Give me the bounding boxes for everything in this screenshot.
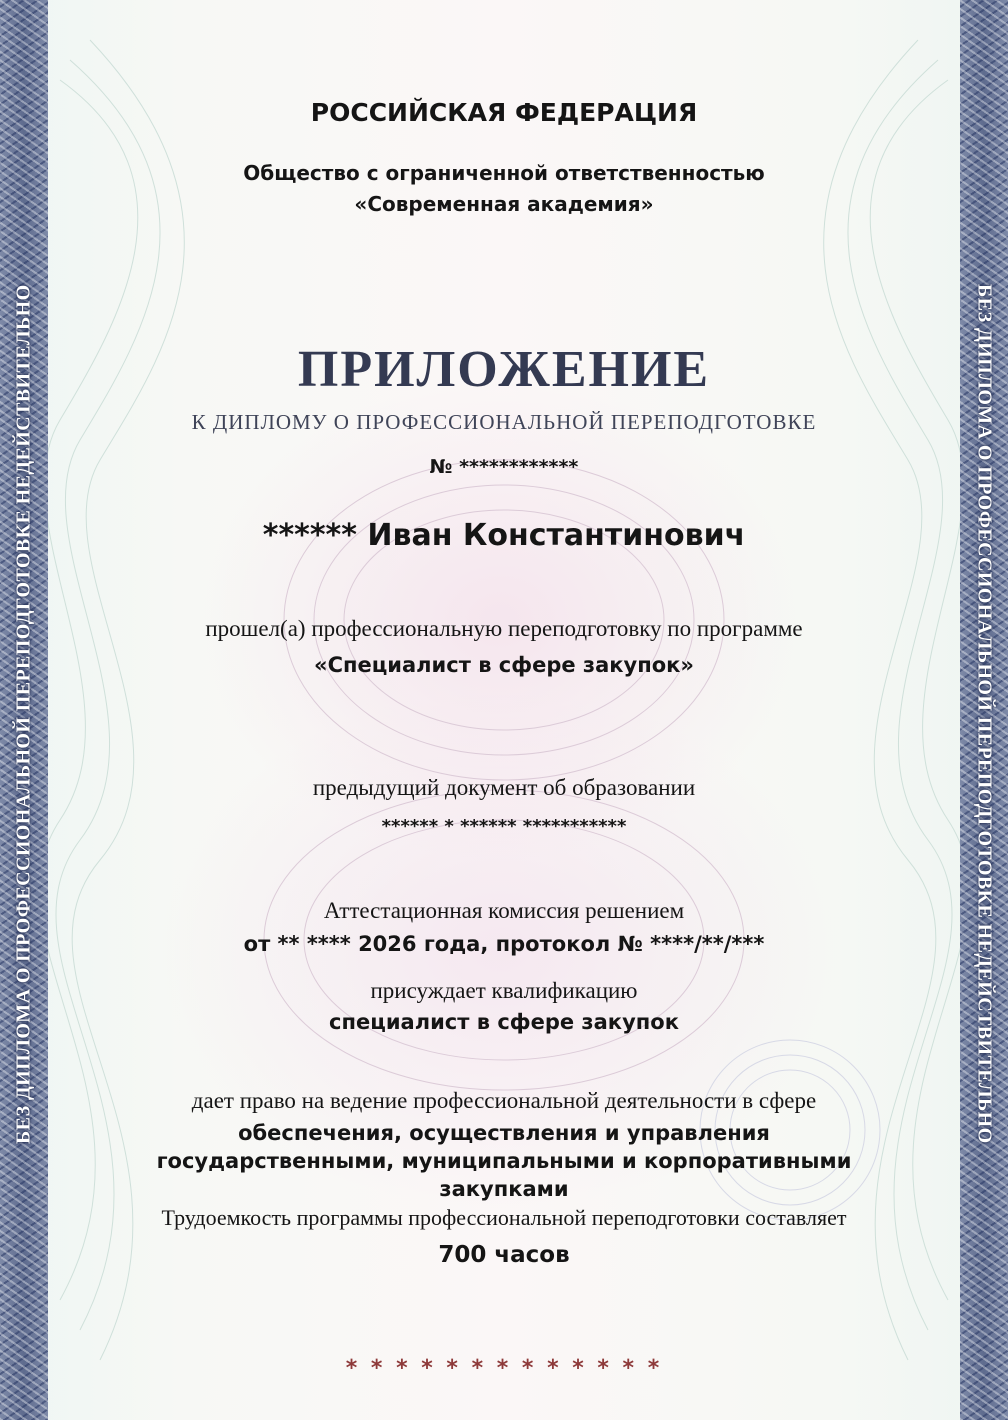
organization-name: «Современная академия»	[354, 192, 654, 216]
serial-number: * * * * * * * * * * * * *	[345, 1356, 663, 1381]
labor-intensity-label: Трудоемкость программы профессиональной переподготовки составляет	[161, 1205, 847, 1230]
previous-document-label: предыдущий документ об образовании	[312, 775, 696, 800]
qualification-value: специалист в сфере закупок	[329, 1010, 679, 1034]
field-line-2: государственными, муниципальными и корпоративными	[156, 1149, 852, 1173]
labor-intensity-hours: 700 часов	[438, 1242, 570, 1268]
qualification-label: присуждает квалификацию	[370, 978, 638, 1003]
program-name: «Специалист в сфере закупок»	[314, 653, 694, 677]
document-subtitle: К ДИПЛОМУ О ПРОФЕССИОНАЛЬНОЙ ПЕРЕПОДГОТОВКЕ	[191, 410, 817, 434]
country-heading: РОССИЙСКАЯ ФЕДЕРАЦИЯ	[310, 98, 698, 127]
left-border-text: БЕЗ ДИПЛОМА О ПРОФЕССИОНАЛЬНОЙ ПЕРЕПОДГОТОВКЕ НЕДЕЙСТВИТЕЛЬНО	[12, 284, 35, 1144]
right-border-text: БЕЗ ДИПЛОМА О ПРОФЕССИОНАЛЬНОЙ ПЕРЕПОДГОТОВКЕ НЕДЕЙСТВИТЕЛЬНО	[973, 284, 996, 1144]
organization-type: Общество с ограниченной ответственностью	[243, 161, 765, 185]
commission-label: Аттестационная комиссия решением	[323, 898, 685, 923]
document-title: ПРИЛОЖЕНИЕ	[297, 341, 711, 398]
recipient-name: ****** Иван Константинович	[262, 518, 746, 553]
commission-protocol: от ** **** 2026 года, протокол № ****/**/***	[243, 932, 765, 956]
field-line-1: обеспечения, осуществления и управления	[238, 1121, 770, 1145]
previous-document-value: ****** * ****** ***********	[381, 816, 627, 837]
field-label: дает право на ведение профессиональной деятельности в сфере	[191, 1088, 817, 1113]
field-line-3: закупками	[439, 1177, 569, 1201]
program-intro: прошел(а) профессиональную переподготовку по программе	[205, 616, 803, 641]
document-number: № ************	[429, 456, 579, 478]
